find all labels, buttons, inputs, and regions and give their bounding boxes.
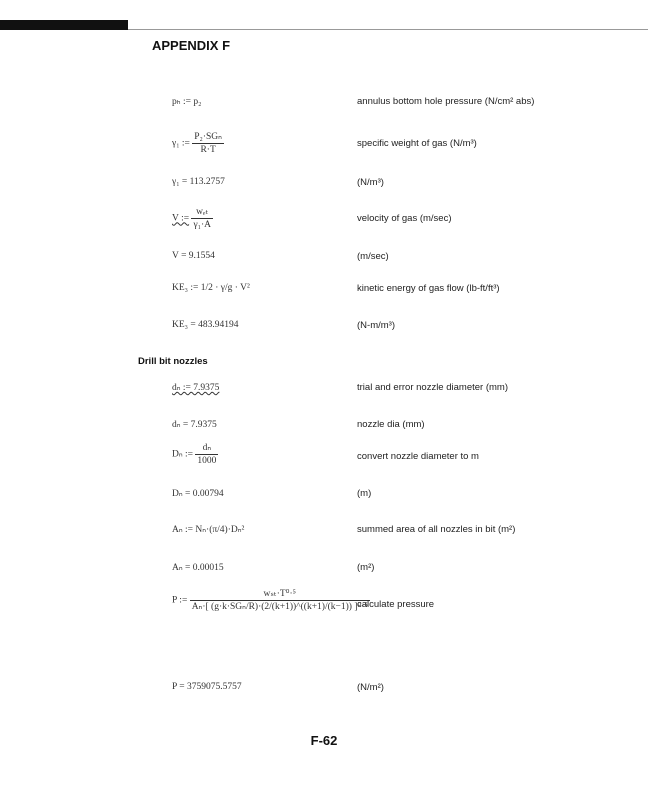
fraction-denominator: γ₁·A — [193, 220, 211, 230]
desc-nozzle-area-units: (m²) — [357, 562, 375, 573]
desc-nozzle-trial: trial and error nozzle diameter (mm) — [357, 382, 508, 393]
desc-bottom-hole-pressure: annulus bottom hole pressure (N/cm² abs) — [357, 96, 535, 107]
fraction-numerator: P₂·SGₙ — [194, 132, 222, 142]
desc-velocity-units: (m/sec) — [357, 251, 389, 262]
appendix-title: APPENDIX F — [152, 38, 231, 53]
section-title: Drill bit nozzles — [138, 356, 208, 367]
equation-velocity — [172, 206, 213, 231]
fraction — [191, 206, 213, 231]
header-bar — [0, 20, 128, 30]
fraction-numerator: dₙ — [195, 442, 218, 455]
desc-pressure-units: (N/m²) — [357, 682, 384, 693]
equation-nozzle-area: Aₙ := Nₙ·(π/4)·Dₙ² — [172, 525, 245, 535]
fraction-numerator: wₛₜ·T⁰·⁵ — [190, 588, 370, 601]
equation-nozzle-area-value: Aₙ = 0.00015 — [172, 563, 224, 573]
desc-specific-weight-units: (N/m³) — [357, 177, 384, 188]
desc-pressure: calculate pressure — [357, 599, 435, 610]
equation-nozzle-trial — [172, 382, 219, 393]
fraction — [190, 588, 370, 613]
equation-pressure — [172, 588, 370, 613]
equation-kinetic-energy-value: KE₃ = 483.94194 — [172, 320, 239, 330]
equation-kinetic-energy: KE₃ := 1/2 · γ/g · V² — [172, 283, 250, 293]
fraction — [195, 442, 218, 467]
fraction-denominator: 1000 — [197, 456, 217, 466]
fraction-numerator: wₑₜ — [191, 206, 213, 219]
equation-pressure-value: P = 3759075.5757 — [172, 682, 242, 692]
desc-nozzle-dia: nozzle dia (mm) — [357, 419, 425, 430]
fraction-denominator: Aₙ·[ (g·k·SGₙ/R)·(2/(k+1))^((k+1)/(k−1)) ]⁰·⁵ — [191, 602, 368, 612]
eq-lhs: V := — [172, 213, 190, 224]
desc-specific-weight: specific weight of gas (N/m³) — [357, 138, 477, 149]
equation-specific-weight-value: γ₁ = 113.2757 — [172, 177, 225, 187]
equation-convert-diameter — [172, 442, 218, 467]
desc-diameter-units: (m) — [357, 488, 372, 499]
desc-nozzle-area: summed area of all nozzles in bit (m²) — [357, 524, 516, 535]
eq-lhs: P := — [172, 595, 188, 606]
fraction-denominator: R·T — [200, 145, 216, 155]
equation-bottom-hole-pressure: pₕ := p₂ — [172, 97, 202, 107]
desc-kinetic-energy: kinetic energy of gas flow (lb-ft/ft³) — [357, 283, 500, 294]
eq-text: dₙ := 7.9375 — [172, 383, 220, 393]
equation-specific-weight — [172, 131, 224, 156]
equation-nozzle-dia: dₙ = 7.9375 — [172, 420, 217, 430]
equation-diameter-value: Dₙ = 0.00794 — [172, 489, 224, 499]
desc-convert-diameter: convert nozzle diameter to m — [357, 451, 479, 462]
fraction — [192, 131, 224, 156]
eq-lhs: Dₙ := — [172, 449, 194, 460]
eq-lhs: γ₁ := — [172, 138, 190, 149]
equation-velocity-value: V = 9.1554 — [172, 251, 215, 261]
desc-velocity: velocity of gas (m/sec) — [357, 213, 452, 224]
page-number: F-62 — [310, 733, 338, 748]
desc-kinetic-energy-units: (N-m/m³) — [357, 320, 395, 331]
header-rule — [128, 29, 648, 30]
